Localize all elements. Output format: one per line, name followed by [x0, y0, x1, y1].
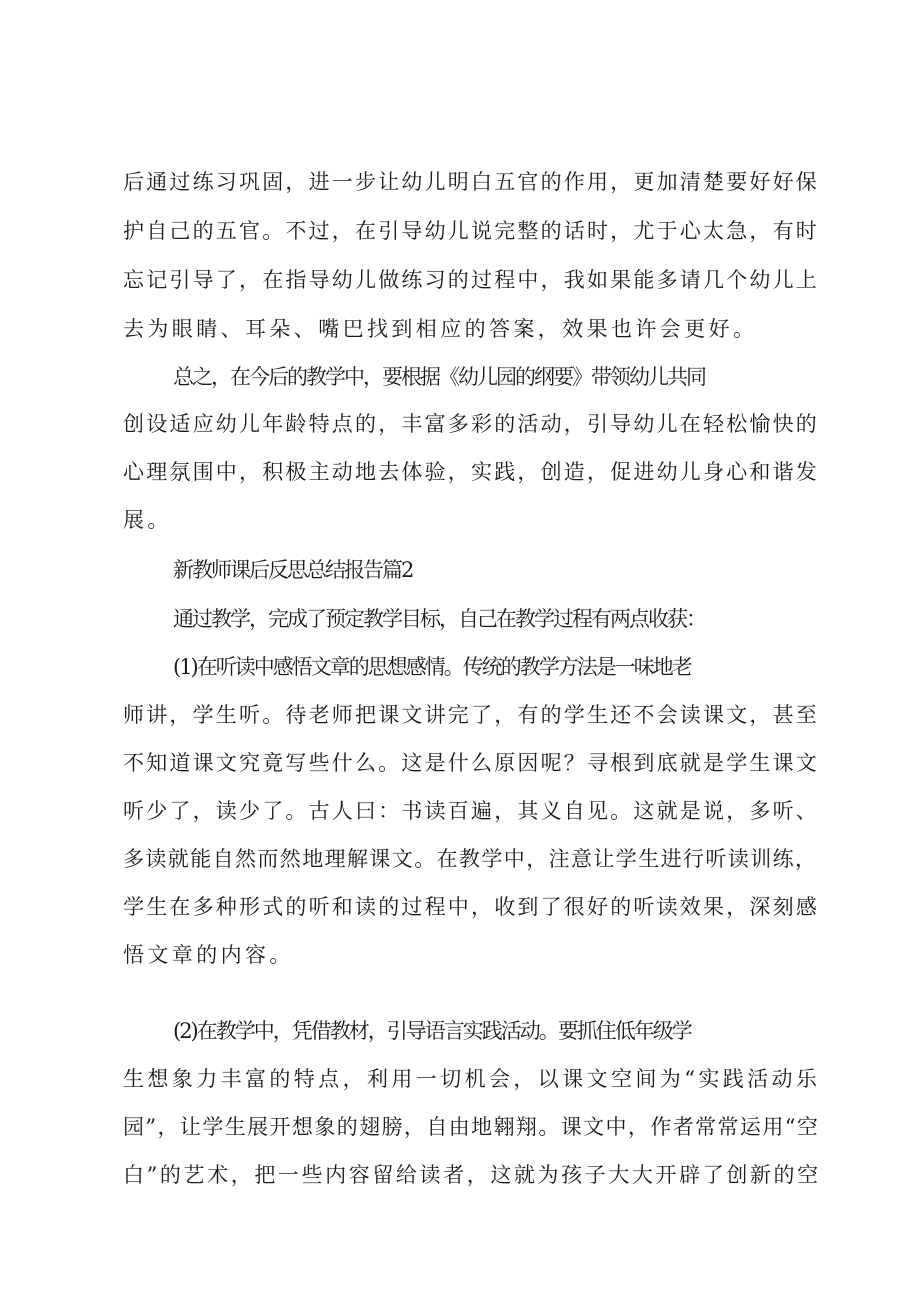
- section-heading: 新教师课后反思总结报告篇2: [173, 558, 413, 582]
- paragraph-first-line: (2)在教学中，凭借教材，引导语言实践活动。要抓住低年级学: [173, 1019, 691, 1043]
- text-line: 心理氛围中，积极主动地去体验，实践，创造，促进幼儿身心和谐发: [123, 460, 819, 484]
- text-line: 不知道课文究竟写些什么。这是什么原因呢？寻根到底就是学生课文: [123, 751, 819, 775]
- text-line: 听少了，读少了。古人曰：书读百遍，其义自见。这就是说，多听、: [123, 799, 819, 823]
- text-line: 去为眼睛、耳朵、嘴巴找到相应的答案，效果也许会更好。: [123, 317, 758, 341]
- text-line: 后通过练习巩固，进一步让幼儿明白五官的作用，更加清楚要好好保: [123, 170, 819, 194]
- text-line: 护自己的五官。不过，在引导幼儿说完整的话时，尤于心太急，有时: [123, 219, 819, 243]
- paragraph-first-line: 通过教学，完成了预定教学目标，自己在教学过程有两点收获：: [173, 607, 705, 631]
- text-line: 师讲，学生听。待老师把课文讲完了，有的学生还不会读课文，甚至: [123, 703, 819, 727]
- text-line: 生想象力丰富的特点，利用一切机会，以课文空间为“实践活动乐: [123, 1067, 821, 1091]
- text-line: 多读就能自然而然地理解课文。在教学中，注意让学生进行听读训练，: [123, 847, 818, 871]
- text-line: 学生在多种形式的听和读的过程中，收到了很好的听读效果，深刻感: [123, 895, 819, 919]
- text-line: 创设适应幼儿年龄特点的，丰富多彩的活动，引导幼儿在轻松愉快的: [123, 412, 819, 436]
- paragraph-first-line: (1)在听读中感悟文章的思想感情。传统的教学方法是一味地老: [173, 655, 691, 679]
- text-line: 白”的艺术，把一些内容留给读者，这就为孩子大大开辟了创新的空: [123, 1163, 821, 1187]
- text-line: 展。: [123, 508, 172, 532]
- text-line: 忘记引导了，在指导幼儿做练习的过程中，我如果能多请几个幼儿上: [123, 268, 819, 292]
- text-line: 悟文章的内容。: [123, 943, 294, 967]
- text-line: 园”，让学生展开想象的翅膀，自由地翱翔。课文中，作者常常运用“空: [123, 1115, 820, 1139]
- paragraph-first-line: 总之，在今后的教学中，要根据《幼儿园的纲要》带领幼儿共同: [173, 365, 705, 389]
